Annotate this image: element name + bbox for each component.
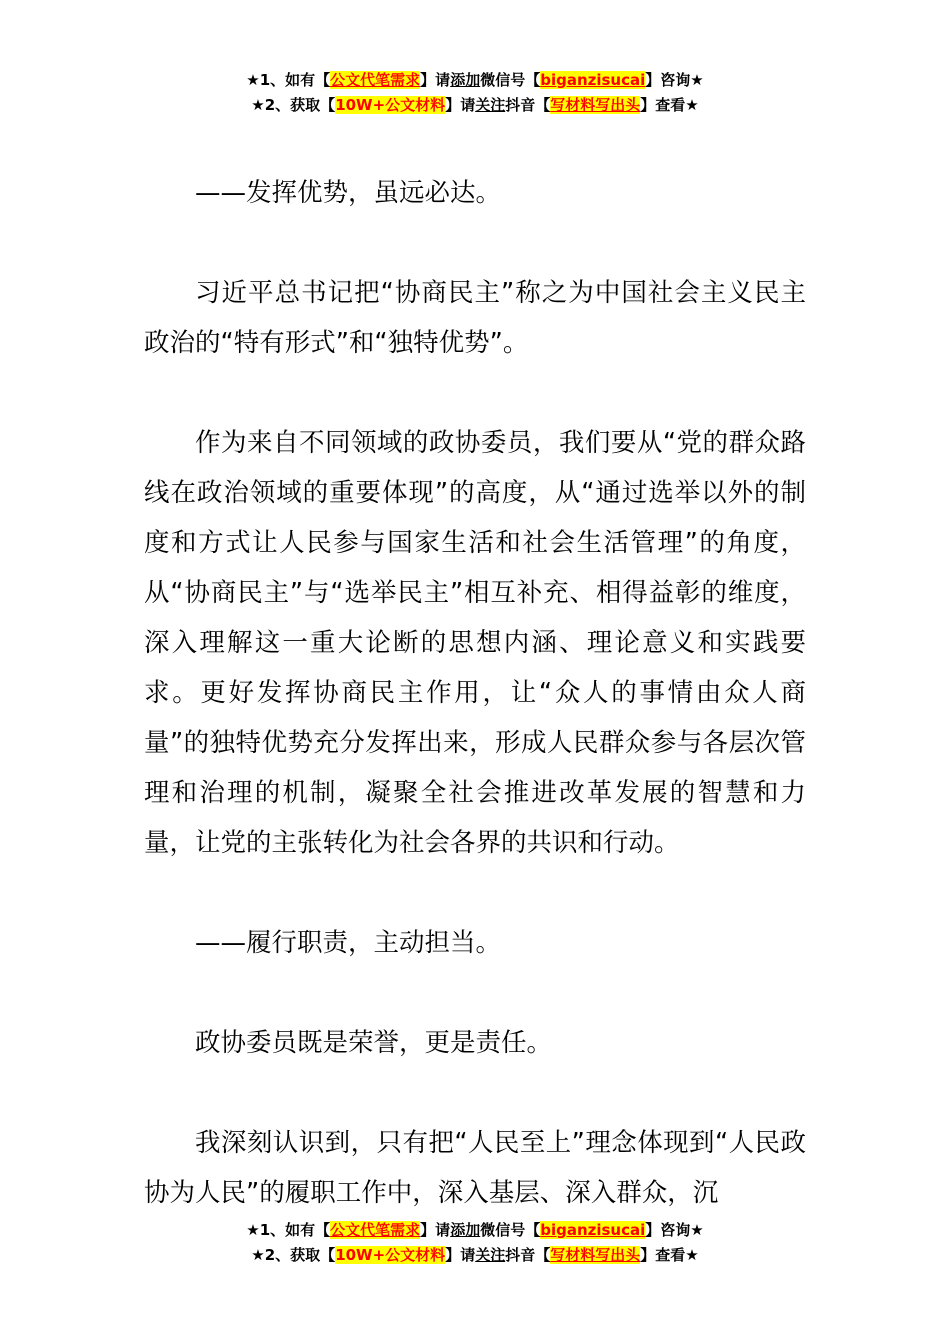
banner-text: 】请 [420, 1221, 451, 1239]
banner-text: 抖音【 [505, 96, 551, 114]
banner-line-2 [0, 93, 950, 118]
banner-line-1 [0, 1218, 950, 1243]
banner-line-1 [0, 68, 950, 93]
paragraph-3: 作为来自不同领域的政协委员，我们要从“党的群众路线在政治领域的重要体现”的高度，从“通过选举以外的制度和方式让人民参与国家生活和社会生活管理”的角度，从“协商民主”与“选举民主”相互补充、相得益彰的维度，深入理解这一重大论断的思想内涵、理论意义和实践要求。更好发挥协商民主作用，让“众人的事情由众人商量”的独特优势充分发挥出来，形成人民群众参与各层次管理和治理的机制，凝聚全社会推进改革发展的智慧和力量，让党的主张转化为社会各界的共识和行动。 [144, 428, 806, 858]
banner-text: 】请 [445, 1246, 476, 1264]
banner-line-2 [0, 1243, 950, 1268]
banner-text: 微信号【 [480, 71, 541, 89]
banner-text-underlined: 添加 [450, 1221, 481, 1239]
banner-text: 微信号【 [480, 1221, 541, 1239]
highlight-wechat-id: biganzisucai [540, 71, 646, 89]
paragraph-4: ——履行职责，主动担当。 [195, 928, 502, 958]
document-body [144, 168, 806, 1268]
highlight-materials: 10W+公文材料 [335, 96, 446, 114]
banner-text: ★1、如有【 [246, 71, 331, 89]
banner-text: ★2、获取【 [251, 96, 336, 114]
highlight-douyin-account: 写材料写出头 [550, 1246, 641, 1264]
highlight-writing-service: 公文代笔需求 [330, 1221, 421, 1239]
banner-text: 】咨询★ [645, 1221, 704, 1239]
paragraph-5: 政协委员既是荣誉，更是责任。 [195, 1028, 553, 1058]
banner-text: 】查看★ [640, 1246, 699, 1264]
banner-text: 】请 [420, 71, 451, 89]
highlight-wechat-id: biganzisucai [540, 1221, 646, 1239]
header-banner [0, 68, 950, 118]
highlight-materials: 10W+公文材料 [335, 1246, 446, 1264]
banner-text-underlined: 关注 [475, 96, 506, 114]
footer-banner [0, 1218, 950, 1268]
highlight-writing-service: 公文代笔需求 [330, 71, 421, 89]
banner-text-underlined: 关注 [475, 1246, 506, 1264]
paragraph-6: 我深刻认识到，只有把“人民至上”理念体现到“人民政协为人民”的履职工作中，深入基层、深入群众，沉 [144, 1128, 806, 1208]
banner-text: ★2、获取【 [251, 1246, 336, 1264]
banner-text-underlined: 添加 [450, 71, 481, 89]
banner-text: 】咨询★ [645, 71, 704, 89]
highlight-douyin-account: 写材料写出头 [550, 96, 641, 114]
banner-text: 】查看★ [640, 96, 699, 114]
banner-text: ★1、如有【 [246, 1221, 331, 1239]
paragraph-2: 习近平总书记把“协商民主”称之为中国社会主义民主政治的“特有形式”和“独特优势”。 [144, 278, 806, 358]
paragraph-1: ——发挥优势，虽远必达。 [195, 178, 502, 208]
banner-text: 】请 [445, 96, 476, 114]
banner-text: 抖音【 [505, 1246, 551, 1264]
